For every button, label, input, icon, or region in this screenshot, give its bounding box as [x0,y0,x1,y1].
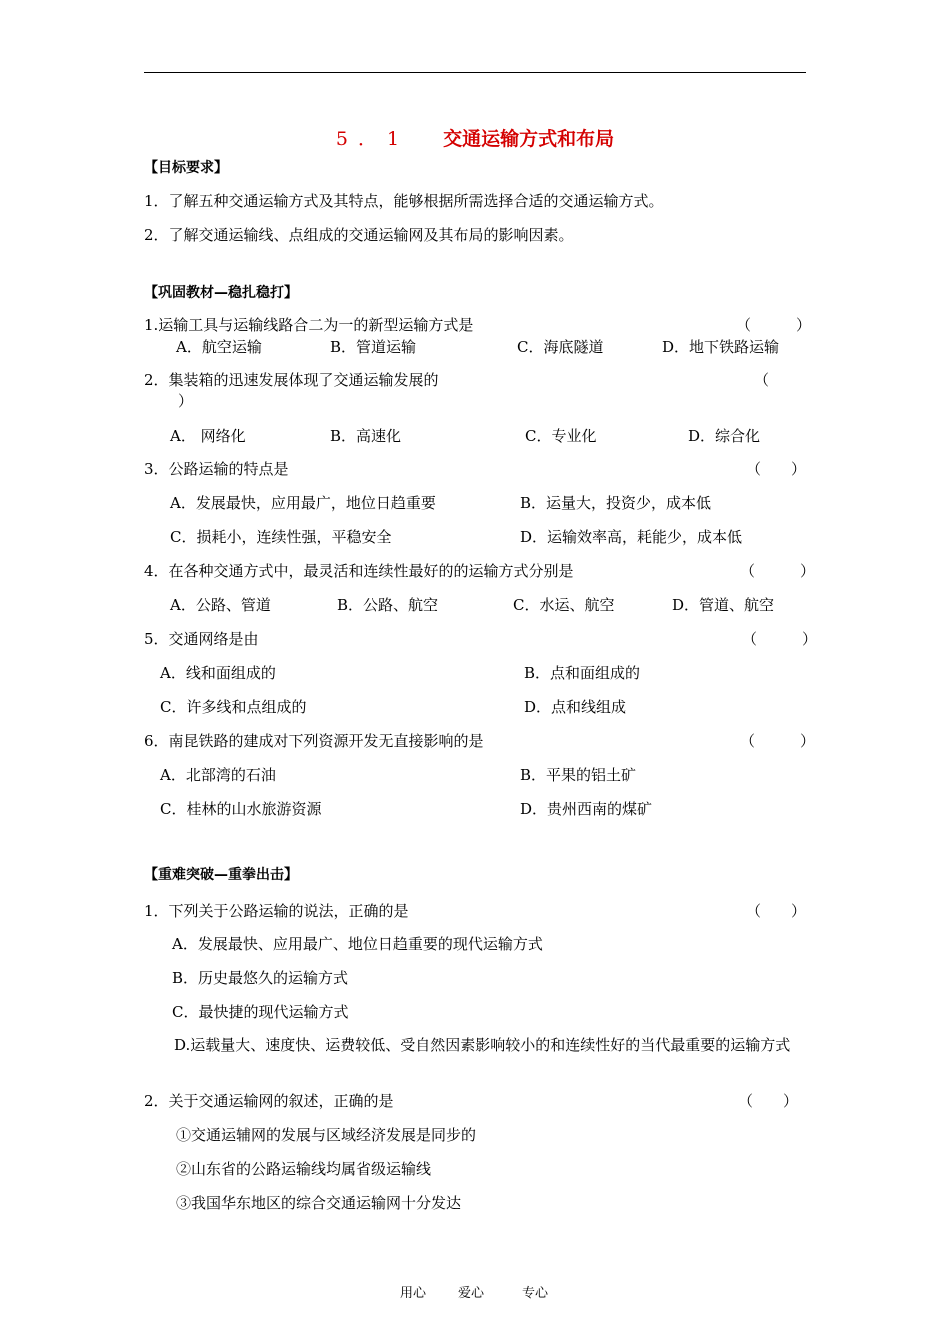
option-c: C．水运、航空 [513,596,615,614]
option-a: A．发展最快、应用最广、地位日趋重要的现代运输方式 [172,935,543,953]
question-stem: 1．下列关于公路运输的说法，正确的是 [144,902,409,920]
option-d: D．贵州西南的煤矿 [520,800,653,818]
answer-bracket: （ ） [740,562,816,580]
answer-bracket: （ ） [742,630,818,648]
header-rule [144,72,806,73]
question-stem: 3．公路运输的特点是 [144,460,289,478]
option-c: C．许多线和点组成的 [160,698,307,716]
title-number: 5．1 [335,128,410,150]
option-d: D．运输效率高，耗能少，成本低 [520,528,743,546]
option-a: A．线和面组成的 [160,664,276,682]
option-c: C．专业化 [525,427,597,445]
statement-item: ②山东省的公路运输线均属省级运输线 [176,1160,432,1178]
footer-text: 爱心 [458,1286,485,1301]
option-c: C．桂林的山水旅游资源 [160,800,322,818]
option-c: C．损耗小，连续性强，平稳安全 [170,528,392,546]
answer-bracket: （ ） [746,460,807,478]
option-b: B．历史最悠久的运输方式 [172,969,349,987]
footer-text: 专心 [522,1286,549,1301]
question-stem: 2．关于交通运输网的叙述，正确的是 [144,1092,394,1110]
goal-item: 1．了解五种交通运输方式及其特点，能够根据所需选择合适的交通运输方式。 [144,192,664,210]
option-b: B．公路、航空 [337,596,439,614]
option-b: B．平果的铝土矿 [520,766,637,784]
section-goals-heading: 【目标要求】 [144,160,228,176]
option-d: D．管道、航空 [672,596,775,614]
option-d: D．综合化 [688,427,761,445]
question-stem: 4．在各种交通方式中，最灵活和连续性最好的的运输方式分别是 [144,562,574,580]
answer-bracket: （ ） [736,316,812,334]
option-a: A．发展最快，应用最广，地位日趋重要 [170,494,436,512]
title-text: 交通运输方式和布局 [443,128,615,150]
question-stem: 6．南昆铁路的建成对下列资源开发无直接影响的是 [144,732,484,750]
question-stem: 1.运输工具与运输线路合二为一的新型运输方式是 [144,316,474,334]
option-b: B．管道运输 [330,338,417,356]
option-a: A．航空运输 [176,338,262,356]
question-stem: 5．交通网络是由 [144,630,259,648]
goal-item: 2．了解交通运输线、点组成的交通运输网及其布局的影响因素。 [144,226,574,244]
answer-bracket: （ ） [740,732,816,750]
section-consolidate-heading: 【巩固教材—稳扎稳打】 [144,285,298,301]
option-c: C．最快捷的现代运输方式 [172,1003,349,1021]
option-b: B．点和面组成的 [524,664,641,682]
option-d: D．点和线组成 [524,698,627,716]
answer-bracket-close: ） [178,392,194,410]
answer-bracket-open: （ [754,371,770,389]
option-b: B．高速化 [330,427,402,445]
option-a: A．公路、管道 [170,596,271,614]
answer-bracket: （ ） [746,902,807,920]
statement-item: ③我国华东地区的综合交通运输网十分发达 [176,1194,462,1212]
page-title [0,124,950,151]
statement-item: ①交通运辅网的发展与区域经济发展是同步的 [176,1126,477,1144]
option-c: C．海底隧道 [517,338,604,356]
option-a: A． 网络化 [170,427,246,445]
option-a: A．北部湾的石油 [160,766,276,784]
answer-bracket: （ ） [738,1092,799,1110]
section-breakthrough-heading: 【重难突破—重拳出击】 [144,867,298,883]
option-d: D.运载量大、速度快、运费较低、受自然因素影响较小的和连续性好的当代最重要的运输方式 [174,1036,791,1054]
footer-text: 用心 [400,1286,427,1301]
option-b: B．运量大，投资少，成本低 [520,494,712,512]
question-stem: 2．集装箱的迅速发展体现了交通运输发展的 [144,371,439,389]
option-d: D．地下铁路运输 [662,338,780,356]
